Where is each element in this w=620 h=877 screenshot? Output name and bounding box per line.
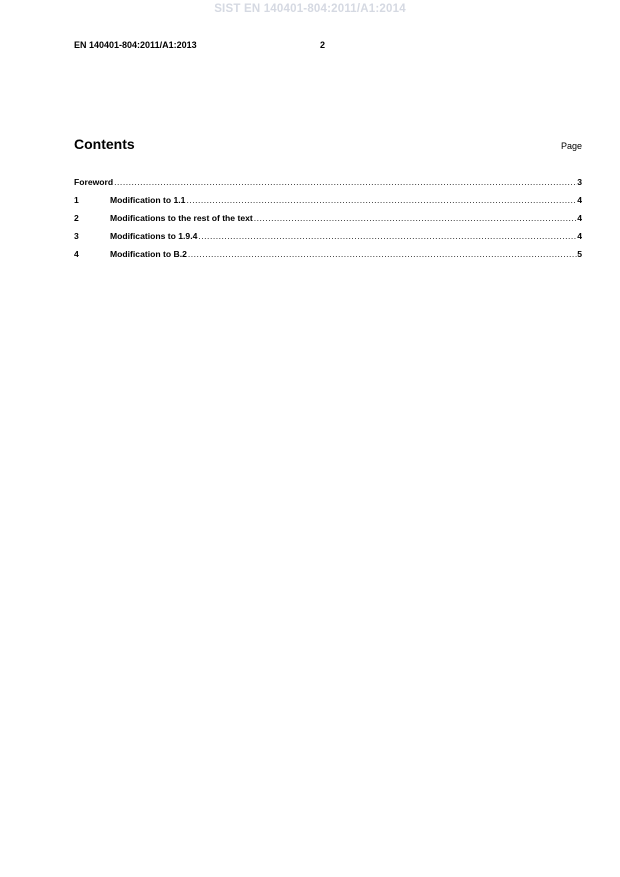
toc-entry-page: 4	[577, 231, 582, 241]
toc-entry-foreword[interactable]	[74, 177, 582, 195]
toc-entry-title: Modification to B.2	[110, 249, 187, 259]
toc-entry-page: 4	[577, 213, 582, 223]
contents-title: Contents	[74, 136, 135, 152]
toc-entry-number: 4	[74, 249, 79, 259]
toc-entry-page: 3	[577, 177, 582, 187]
toc-dot-leader	[253, 213, 577, 223]
table-of-contents	[74, 177, 582, 267]
toc-entry-title: Foreword	[74, 177, 114, 187]
running-header	[74, 40, 554, 54]
toc-entry-title: Modification to 1.1	[110, 195, 186, 205]
toc-dot-leader	[185, 195, 577, 205]
toc-entry-title: Modifications to 1.9.4	[110, 231, 198, 241]
page-number: 2	[320, 40, 326, 50]
toc-dot-leader	[187, 249, 577, 259]
document-id: EN 140401-804:2011/A1:2013	[74, 40, 197, 50]
toc-entry-3[interactable]	[74, 231, 582, 249]
toc-entry-2[interactable]	[74, 213, 582, 231]
contents-page-label: Page	[560, 141, 582, 151]
toc-entry-number: 2	[74, 213, 79, 223]
toc-entry-title: Modifications to the rest of the text	[110, 213, 253, 223]
toc-entry-page: 5	[577, 249, 582, 259]
toc-entry-page: 4	[577, 195, 582, 205]
toc-dot-leader	[197, 231, 577, 241]
toc-entry-1[interactable]	[74, 195, 582, 213]
toc-dot-leader	[113, 177, 577, 187]
watermark: SIST EN 140401-804:2011/A1:2014	[214, 3, 406, 15]
contents-heading	[74, 136, 582, 156]
toc-entry-4[interactable]	[74, 249, 582, 267]
toc-entry-number: 1	[74, 195, 79, 205]
toc-entry-number: 3	[74, 231, 79, 241]
